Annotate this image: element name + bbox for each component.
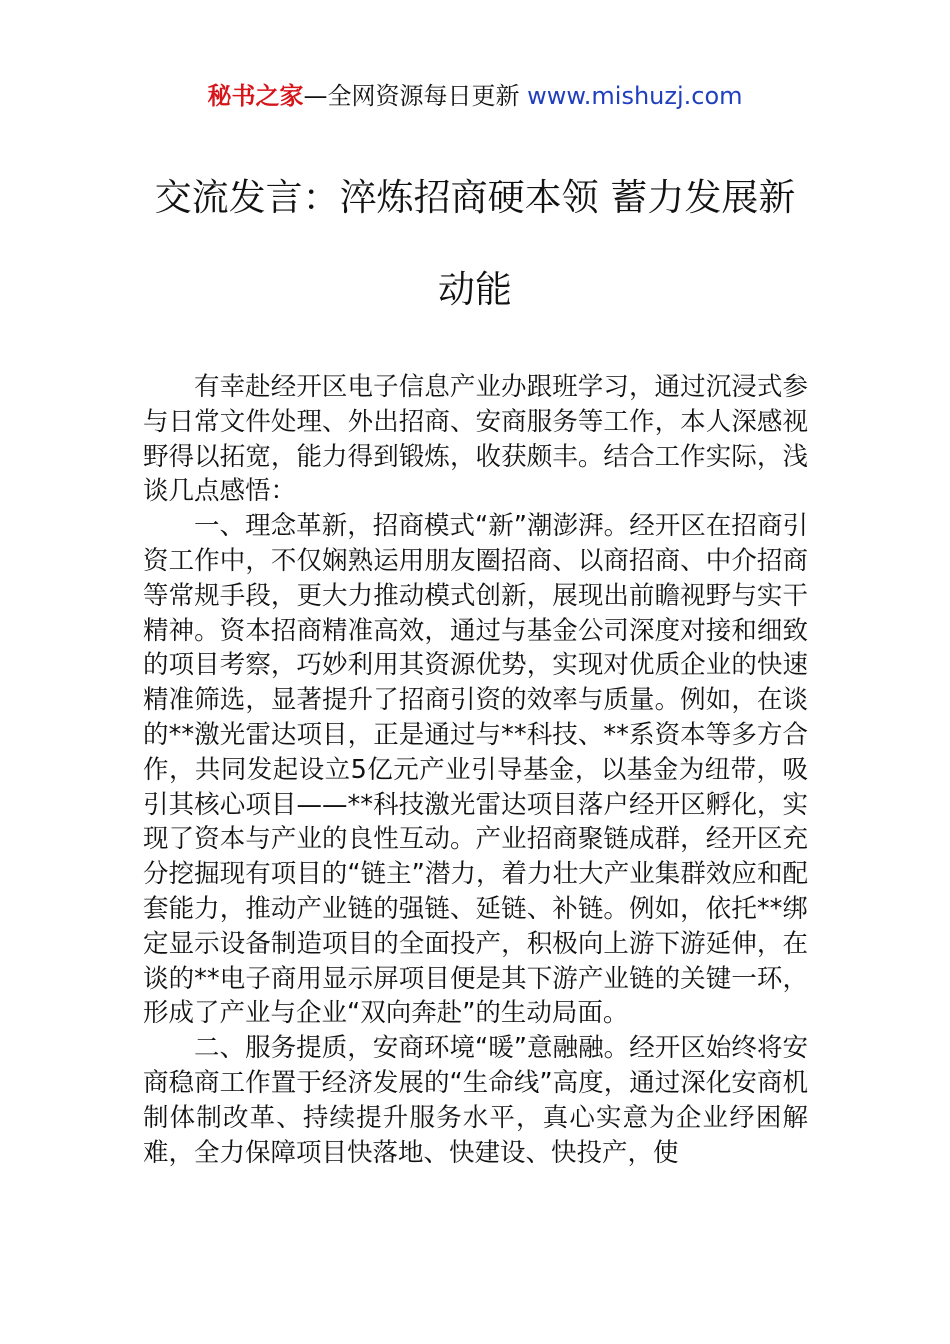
section-one-paragraph: 一、理念革新，招商模式“新”潮澎湃。经开区在招商引资工作中，不仅娴熟运用朋友圈招商、以商招商、中介招商等常规手段，更大力推动模式创新，展现出前瞻视野与实干精神。资本招商精准高效，通过与基金公司深度对接和细致的项目考察，巧妙利用其资源优势，实现对优质企业的快速精准筛选，显著提升了招商引资的效率与质量。例如，在谈的**激光雷达项目，正是通过与**科技、**系资本等多方合作，共同发起设立5亿元产业引导基金，以基金为纽带，吸引其核心项目——**科技激光雷达项目落户经开区孵化，实现了资本与产业的良性互动。产业招商聚链成群，经开区充分挖掘现有项目的“链主”潜力，着力壮大产业集群效应和配套能力，推动产业链的强链、延链、补链。例如，依托**绑定显示设备制造项目的全面投产，积极向上游下游延伸，在谈的**电子商用显示屏项目便是其下游产业链的关键一环，形成了产业与企业“双向奔赴”的生动局面。: [143, 511, 808, 1029]
intro-paragraph: 有幸赴经开区电子信息产业办跟班学习，通过沉浸式参与日常文件处理、外出招商、安商服务等工作，本人深感视野得以拓宽，能力得到锻炼，收获颇丰。结合工作实际，浅谈几点感悟：: [143, 372, 808, 507]
site-url-link[interactable]: www.mishuzj.com: [527, 82, 743, 110]
site-brand: 秘书之家: [207, 82, 304, 110]
section-two-paragraph: 二、服务提质，安商环境“暖”意融融。经开区始终将安商稳商工作置于经济发展的“生命线”高度，通过深化安商机制体制改革、持续提升服务水平，真心实意为企业纾困解难，全力保障项目快落地、快建设、快投产，使: [143, 1033, 808, 1168]
document-title: 交流发言：淬炼招商硬本领 蓄力发展新动能: [154, 176, 796, 311]
site-tagline: —全网资源每日更新: [303, 82, 528, 110]
document-body: [143, 370, 808, 1170]
site-header: [0, 80, 950, 112]
